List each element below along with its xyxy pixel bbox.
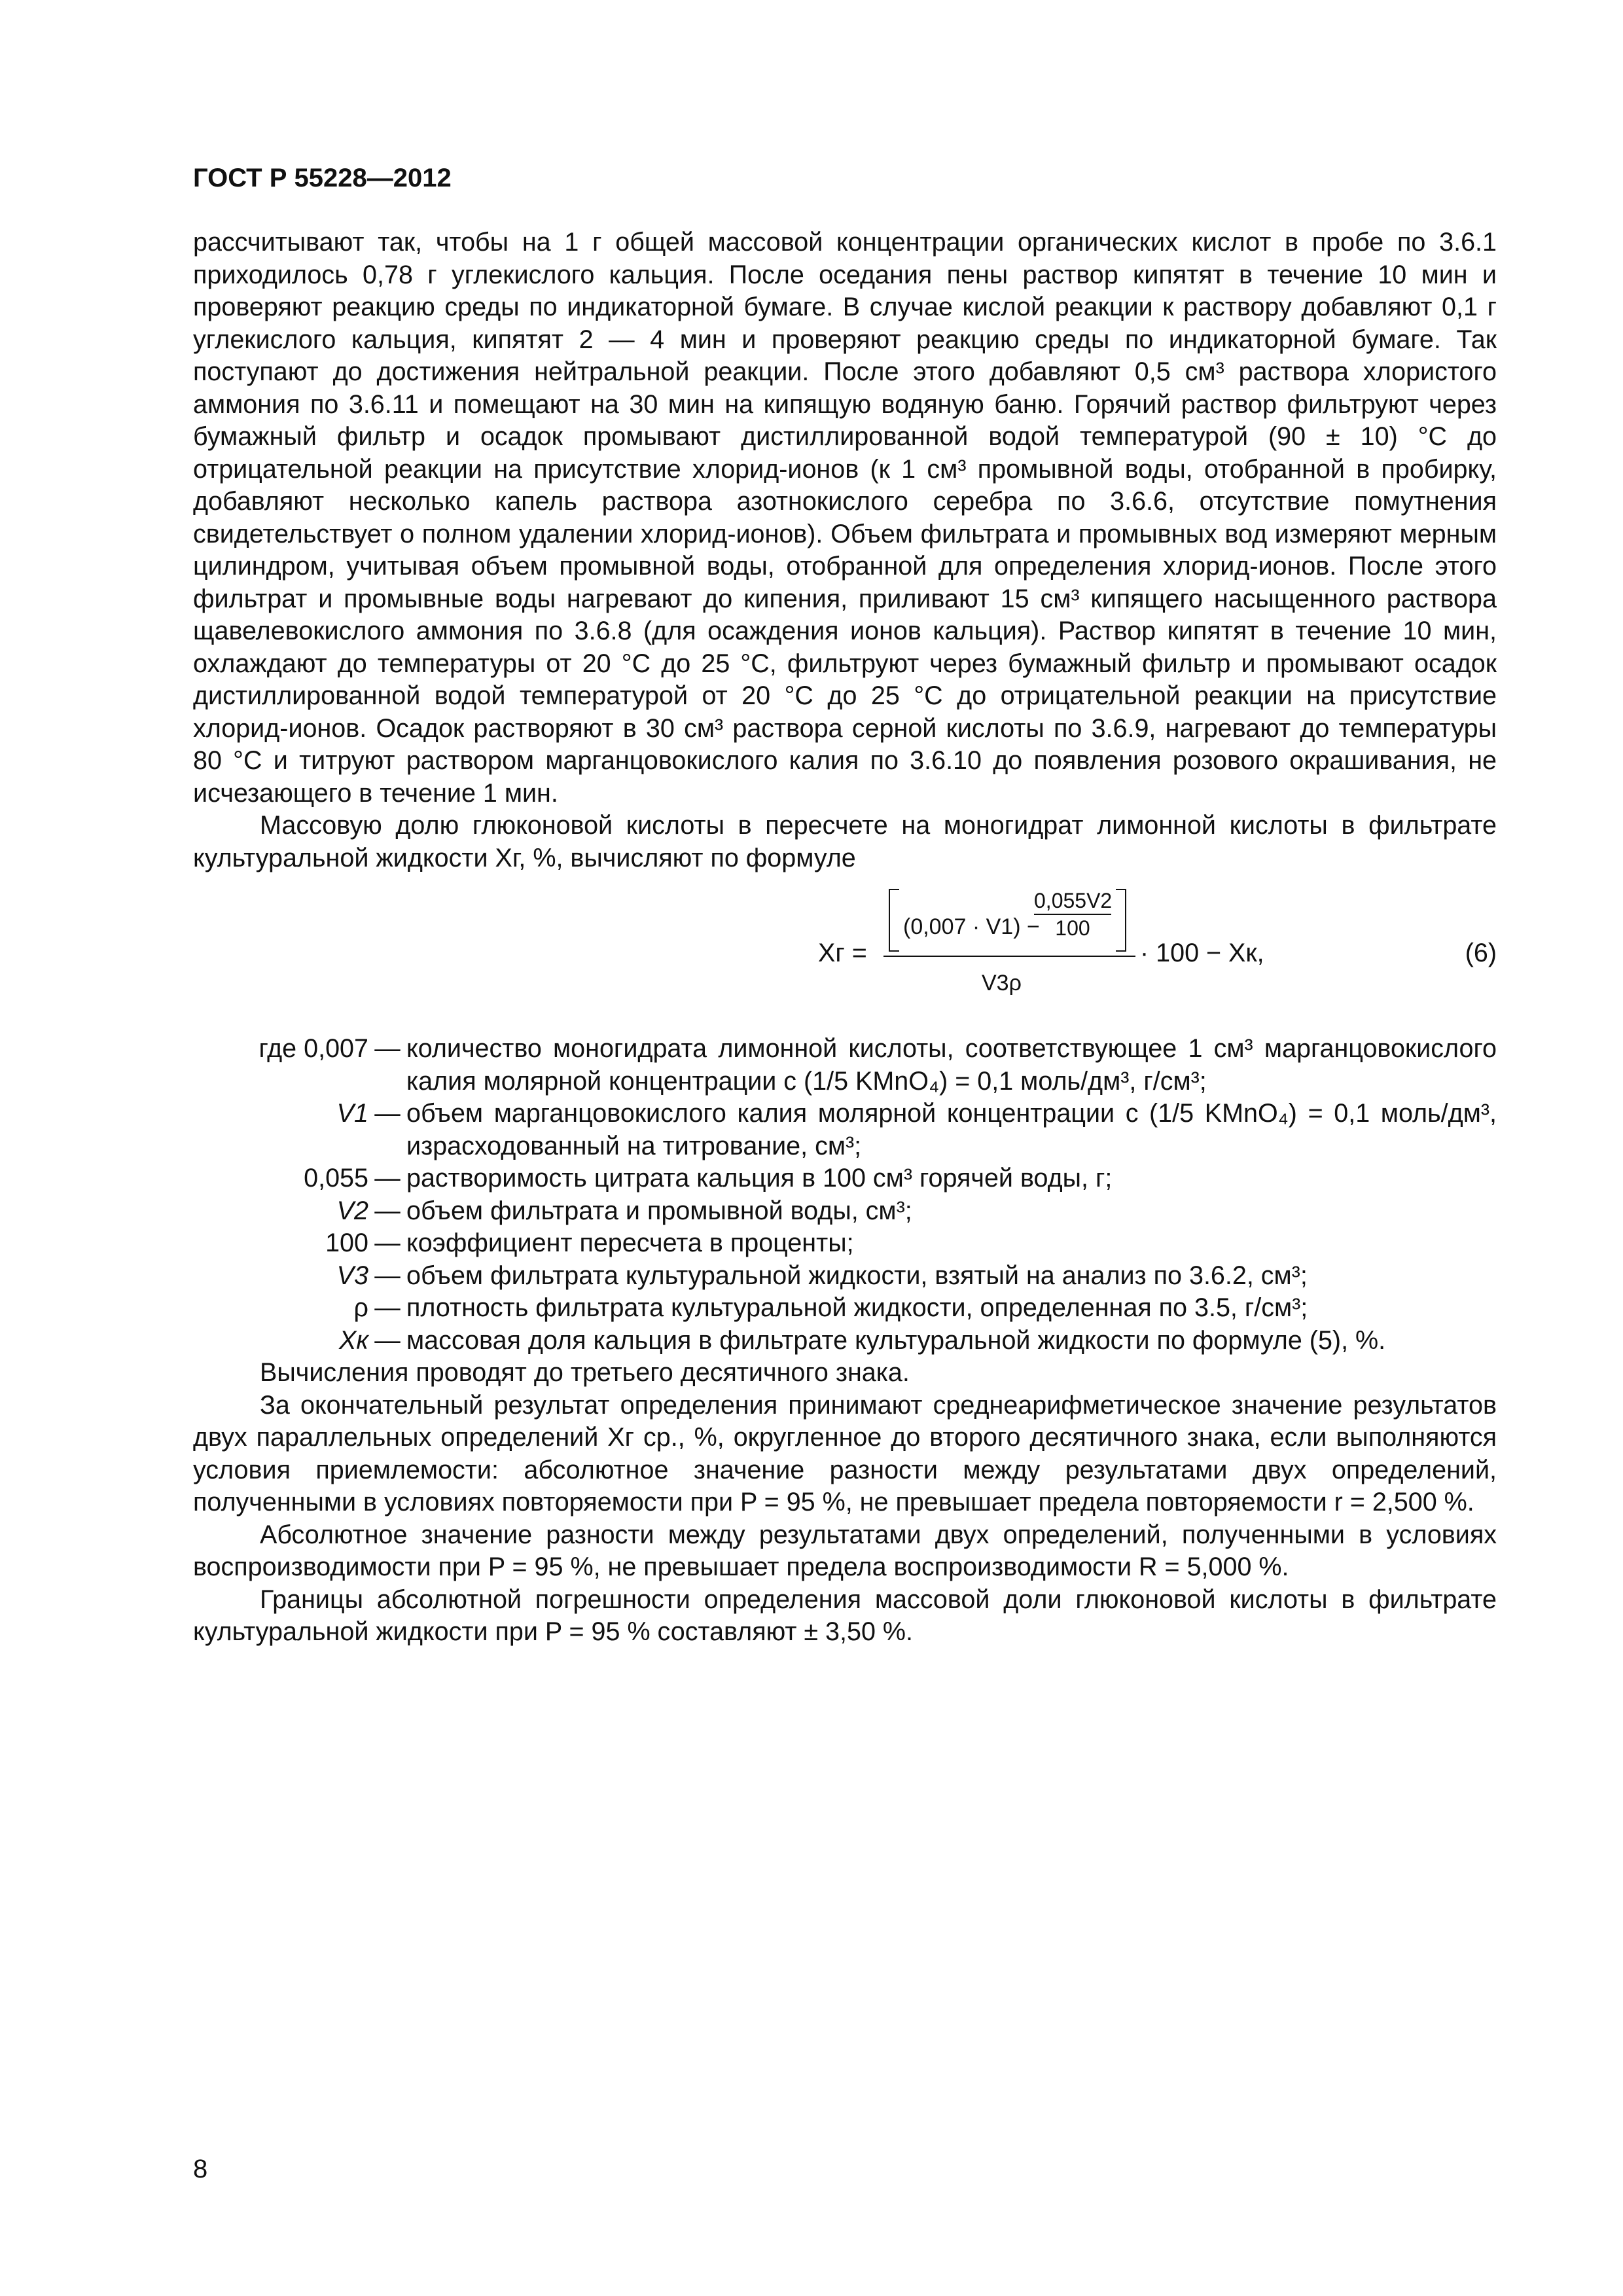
definition-item: V3 — объем фильтрата культуральной жидкости, взятый на анализ по 3.6.2, см³; [193, 1260, 1497, 1293]
definition-item: 100 — коэффициент пересчета в проценты; [193, 1227, 1497, 1260]
inner-fraction-denominator: 100 [1034, 914, 1111, 941]
definition-text: растворимость цитрата кальция в 100 см³ горячей воды, г; [406, 1164, 1113, 1193]
definition-text: количество моногидрата лимонной кислоты, соответствующее 1 см³ марганцовокислого калия молярной концентрации c (1/5 KMnO₄) = 0,1 моль/дм³, г/см³; [406, 1034, 1497, 1096]
main-fraction-bar [883, 956, 1135, 957]
formula-rhs: · 100 − Xк, [1140, 939, 1264, 967]
definition-text: объем фильтрата культуральной жидкости, взятый на анализ по 3.6.2, см³; [406, 1261, 1308, 1290]
definition-symbol: V3 [336, 1261, 368, 1290]
definition-text: массовая доля кальция в фильтрате культуральной жидкости по формуле (5), %. [406, 1325, 1386, 1355]
formula-6 [193, 881, 1497, 1026]
definition-item: Xк — массовая доля кальция в фильтрате культуральной жидкости по формуле (5), %. [193, 1325, 1497, 1357]
definition-symbol: V1 [336, 1099, 368, 1128]
definition-symbol: V2 [336, 1196, 368, 1225]
definition-item: ρ — плотность фильтрата культуральной жидкости, определенная по 3.5, г/см³; [193, 1292, 1497, 1325]
definition-item: 0,055 — растворимость цитрата кальция в 100 см³ горячей воды, г; [193, 1162, 1497, 1195]
definition-item: V1 — объем марганцовокислого калия молярной концентрации c (1/5 KMnO₄) = 0,1 моль/дм³, израсходованный на титрование, см³; [193, 1098, 1497, 1162]
paragraph-procedure: рассчитывают так, чтобы на 1 г общей массовой концентрации органических кислот в пробе по 3.6.1 приходилось 0,78 г углекислого кальция. После оседания пены раствор кипятят в течение 10 мин и проверяют реакцию среды по индикаторной бумаге. В случае кислой реакции к раствору добавляют 0,1 г углекислого кальция, кипятят 2 — 4 мин и проверяют реакцию среды по индикаторной бумаге. Так поступают до достижения нейтральной реакции. После этого добавляют 0,5 см³ раствора хлористого аммония по 3.6.11 и помещают на 30 мин на кипящую водяную баню. Горячий раствор фильтруют через бумажный фильтр и осадок промывают дистиллированной водой температурой (90 ± 10) °С до отрицательной реакции на присутствие хлорид-ионов (к 1 см³ промывной воды, отобранной в пробирку, добавляют несколько капель раствора азотнокислого серебра по 3.6.6, отсутствие помутнения свидетельствует о полном удалении хлорид-ионов). Объем фильтрата и промывных вод измеряют мерным цилиндром, учитывая объем промывной воды, отобранной для определения хлорид-ионов. После этого фильтрат и промывные воды нагревают до кипения, приливают 15 см³ кипящего насыщенного раствора щавелевокислого аммония по 3.6.8 (для осаждения ионов кальция). Раствор кипятят в течение 10 мин, охлаждают до температуры от 20 °С до 25 °С, фильтруют через бумажный фильтр и промывают осадок дистиллированной водой температурой от 20 °С до 25 °С до отрицательной реакции на присутствие хлорид-ионов. Осадок растворяют в 30 см³ раствора серной кислоты по 3.6.9, нагревают до температуры 80 °С и титруют раствором марганцовокислого калия по 3.6.10 до появления розового окрашивания, не исчезающего в течение 1 мин. [193, 228, 1497, 808]
definition-text: коэффициент пересчета в проценты; [406, 1229, 854, 1257]
definition-text: объем фильтрата и промывной воды, см³; [406, 1196, 912, 1225]
inner-fraction-numerator: 0,055V2 [1034, 889, 1113, 912]
definition-symbol: 0,055 [304, 1164, 368, 1193]
paragraph-formula-intro: Массовую долю глюконовой кислоты в пересчете на моногидрат лимонной кислоты в фильтрате культуральной жидкости Xг, %, вычисляют по формуле [193, 811, 1497, 872]
definition-symbol: ρ [353, 1293, 368, 1322]
paragraph-reproducibility: Абсолютное значение разности между результатами двух определений, полученными в условиях воспроизводимости при P = 95 %, не превышает предела воспроизводимости R = 5,000 %. [193, 1520, 1497, 1581]
definition-text: плотность фильтрата культуральной жидкости, определенная по 3.5, г/см³; [406, 1293, 1308, 1322]
definition-symbol: 0,007 [304, 1034, 368, 1063]
definitions-list [193, 1033, 1497, 1357]
left-bracket [889, 889, 899, 952]
paragraph-final-result: За окончательный результат определения принимают среднеарифметическое значение результатов двух параллельных определений Xг ср., %, округленное до второго десятичного знака, если выполняются условия приемлемости: абсолютное значение разности между результатами двух определений, полученными в условиях повторяемости при P = 95 %, не превышает предела повторяемости r = 2,500 %. [193, 1390, 1497, 1516]
formula-numerator-term: (0,007 · V1) − [903, 914, 1040, 939]
definition-symbol: Xк [339, 1325, 368, 1355]
formula-lhs: Xг = [818, 939, 867, 967]
definition-prefix: где [259, 1034, 297, 1063]
definition-symbol: 100 [325, 1229, 368, 1257]
document-header: ГОСТ Р 55228—2012 [193, 164, 452, 192]
definition-item: V2 — объем фильтрата и промывной воды, см³; [193, 1195, 1497, 1228]
paragraph-calculation-precision: Вычисления проводят до третьего десятичного знака. [260, 1358, 910, 1387]
document-body [193, 226, 1497, 1649]
right-bracket [1116, 889, 1126, 952]
formula-denominator: V3ρ [982, 971, 1022, 996]
definition-text: объем марганцовокислого калия молярной концентрации c (1/5 KMnO₄) = 0,1 моль/дм³, израсходованный на титрование, см³; [406, 1099, 1497, 1160]
formula-number: (6) [1465, 939, 1497, 967]
page-number: 8 [193, 2155, 208, 2183]
formula-inner-fraction [1034, 888, 1111, 941]
definition-item: где 0,007 — количество моногидрата лимонной кислоты, соответствующее 1 см³ марганцовокислого калия молярной концентрации c (1/5 KMnO₄) = 0,1 моль/дм³, г/см³; [193, 1033, 1497, 1098]
paragraph-error-bounds: Границы абсолютной погрешности определения массовой доли глюконовой кислоты в фильтрате культуральной жидкости при P = 95 % составляют ± 3,50 %. [193, 1585, 1497, 1646]
